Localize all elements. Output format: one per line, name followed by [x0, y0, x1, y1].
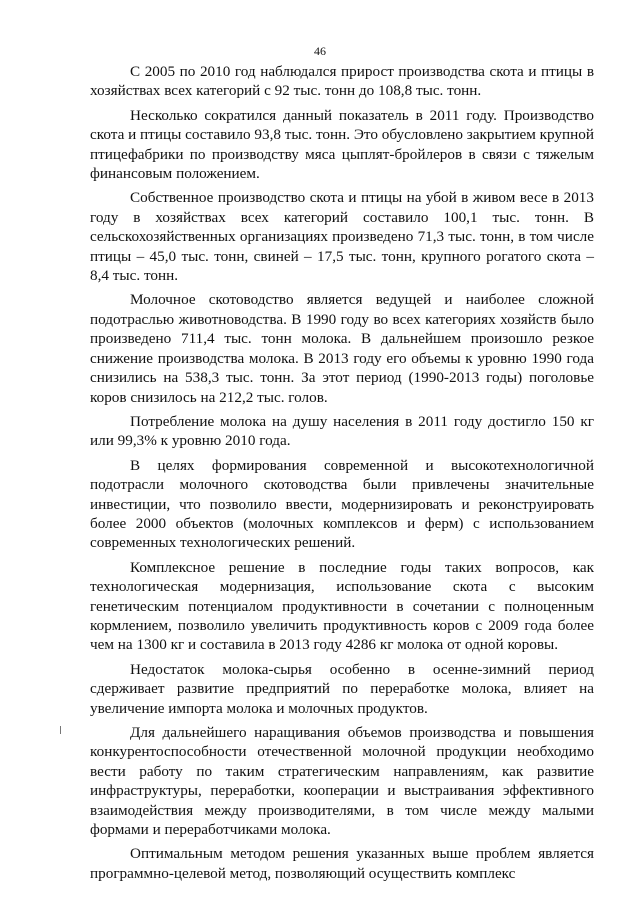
paragraph-7: Комплексное решение в последние годы таких вопросов, как технологическая модернизация, использование скота с высоким генетическим потенциалом продуктивности в сочетании с полноценным кормлением, позволило увеличить продуктивность коров с 2009 года более чем на 1300 кг и составила в 2013 году 4286 кг молока от одной коровы.	[90, 558, 594, 654]
document-text	[90, 62, 594, 883]
page-number: 46	[314, 44, 326, 58]
paragraph-4: Молочное скотоводство является ведущей и наиболее сложной подотраслью животноводства. В 1990 году во всех категориях хозяйств было произведено 711,4 тыс. тонн молока. В дальнейшем произошло резкое снижение производства молока. В 2013 году его объемы к уровню 1990 года снизились на 538,3 тыс. тонн. За этот период (1990-2013 годы) поголовье коров снизилось на 212,2 тыс. голов.	[90, 291, 594, 406]
paragraph-5: Потребление молока на душу населения в 2011 году достигло 150 кг или 99,3% к уровню 2010 года.	[90, 412, 594, 450]
paragraph-10: Оптимальным методом решения указанных выше проблем является программно-целевой метод, позволяющий осуществить комплекс	[90, 845, 594, 882]
paragraph-6: В целях формирования современной и высокотехнологичной подотрасли молочного скотоводства были привлечены значительные инвестиции, что позволило ввести, модернизировать и реконструировать более 2000 объектов (молочных комплексов и ферм) с использованием современных технологических решений.	[90, 456, 594, 552]
paragraph-8: Недостаток молока-сырья особенно в осенне-зимний период сдерживает развитие предприятий по переработке молока, влияет на увеличение импорта молока и молочных продуктов.	[90, 660, 594, 717]
paragraph-2: Несколько сократился данный показатель в 2011 году. Производство скота и птицы составило 93,8 тыс. тонн. Это обусловлено закрытием крупной птицефабрики по производству мяса цыплят-бройлеров в связи с тяжелым финансовым положением.	[90, 106, 594, 183]
margin-mark	[60, 726, 61, 734]
paragraph-3: Собственное производство скота и птицы на убой в живом весе в 2013 году в хозяйствах всех категорий составило 100,1 тыс. тонн. В сельскохозяйственных организациях произведено 71,3 тыс. тонн, в том числе птицы – 45,0 тыс. тонн, свиней – 17,5 тыс. тонн, крупного рогатого скота – 8,4 тыс. тонн.	[90, 189, 594, 285]
paragraph-1: С 2005 по 2010 год наблюдался прирост производства скота и птицы в хозяйствах всех категорий с 92 тыс. тонн до 108,8 тыс. тонн.	[90, 63, 594, 100]
paragraph-9: Для дальнейшего наращивания объемов производства и повышения конкурентоспособности отечественной молочной продукции необходимо вести работу по таким стратегическим направлениям, как развитие инфраструктуры, переработки, кооперации и выстраивания эффективного взаимодействия между производителями, в том числе между малыми формами и переработчиками молока.	[90, 724, 594, 839]
